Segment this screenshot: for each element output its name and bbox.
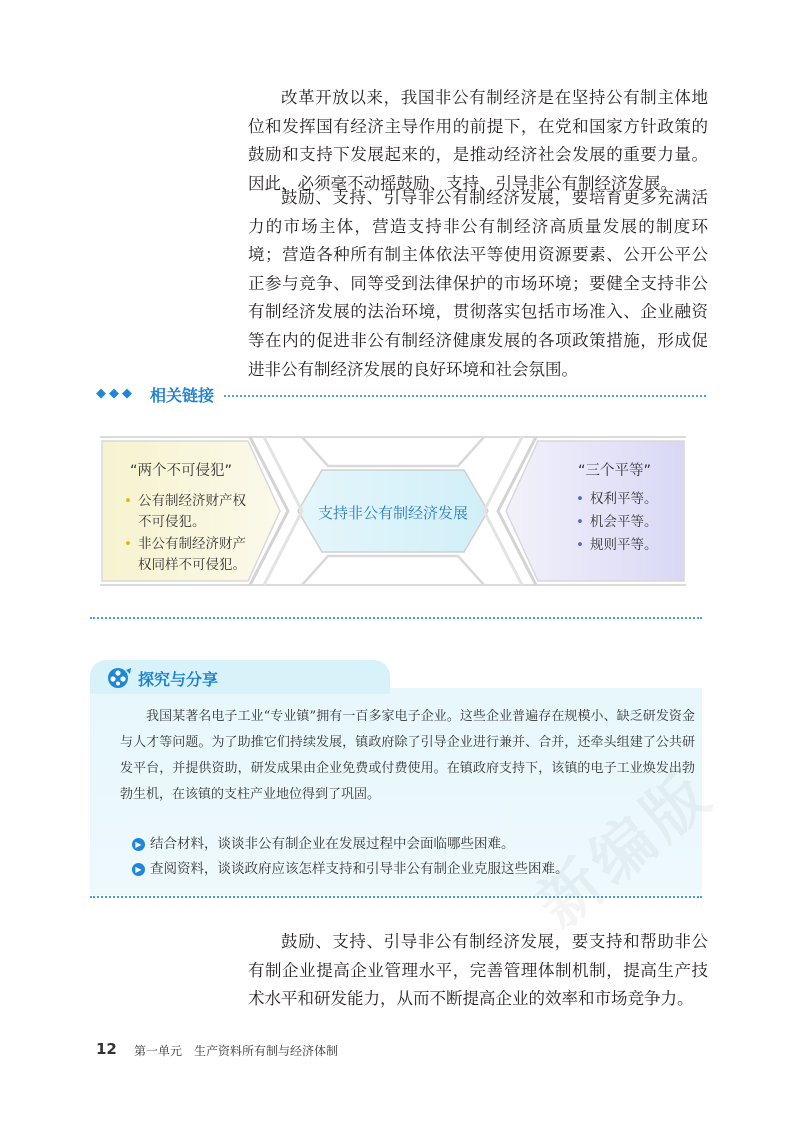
upper-connector (302, 437, 484, 466)
explore-title: 探究与分享 (138, 670, 219, 689)
dotted-divider (224, 395, 706, 397)
center-label: 支持非公有制经济发展 (317, 504, 468, 522)
left-list-item (124, 534, 259, 576)
explore-text: 我国某著名电子工业“专业镇”拥有一百多家电子企业。这些企业普遍存在规模小、缺乏研发资金与人才等问题。为了助推它们持续发展，镇政府除了引导企业进行兼并、合并，还牵头组建了公共研发平台，并提供资助，研发成果由企业免费或付费使用。在镇政府支持下，该镇的电子工业焕发出勃勃生机，在该镇的支柱产业地位得到了巩固。 (120, 709, 695, 802)
right-item-text: 机会平等。 (590, 514, 658, 530)
bullet-icon: • (576, 491, 584, 507)
right-list-item (576, 488, 658, 511)
arrow-right-icon: ▶ (132, 863, 145, 876)
right-box-title: “三个平等” (578, 463, 652, 479)
body-paragraph-1: 改革开放以来，我国非公有制经济是在坚持公有制主体地位和发挥国有经济主导作用的前提下，在党和国家方针政策的鼓励和支持下发展起来的，是推动经济社会发展的重要力量。因此，必须毫不动摇鼓励、支持、引导非公有制经济发展。 (248, 88, 708, 193)
left-box-list (124, 491, 259, 577)
left-item-text: 公有制经济财产权不可侵犯。 (138, 493, 246, 530)
bullet-icon: • (124, 536, 132, 552)
task-text: 结合材料，谈谈非公有制企业在发展过程中会面临哪些困难。 (150, 836, 515, 852)
task-text: 查阅资料，谈谈政府应该怎样支持和引导非公有制企业克服这些困难。 (150, 861, 569, 877)
task-item (132, 832, 515, 852)
related-links-diagram (100, 436, 686, 586)
lower-connector (302, 556, 484, 585)
watermark: 新编版 (523, 754, 727, 942)
diamond-markers-icon: ◆◆◆ (96, 386, 135, 401)
task-item (132, 857, 569, 877)
explore-tab-extension (290, 660, 390, 694)
body-paragraph-2: 鼓励、支持、引导非公有制经济发展，要培育更多充满活力的市场主体，营造支持非公有制经济高质量发展的制度环境；营造各种所有制主体依法平等使用资源要素、公开公平公正参与竞争、同等受到法律保护的市场环境；要健全支持非公有制经济发展的法治环境，贯彻落实包括市场准入、企业融资等在内的促进非公有制经济健康发展的各项政策措施，形成促进非公有制经济发展的良好环境和社会氛围。 (248, 188, 708, 379)
left-item-text: 非公有制经济财产权同样不可侵犯。 (138, 536, 246, 573)
right-list-item (576, 534, 658, 557)
dotted-divider (90, 617, 702, 619)
arrow-right-icon: ▶ (132, 838, 145, 851)
bullet-icon: • (576, 514, 584, 530)
related-links-title: 相关链接 (150, 386, 215, 405)
related-links-header (96, 383, 706, 409)
right-box-list (576, 488, 658, 557)
right-item-text: 规则平等。 (590, 537, 658, 553)
left-list-item (124, 491, 259, 533)
footer-unit-title: 第一单元 生产资料所有制与经济体制 (134, 1044, 339, 1058)
page-number: 12 (96, 1040, 117, 1058)
bullet-icon: • (124, 493, 132, 509)
film-reel-icon (104, 666, 132, 690)
right-list-item (576, 511, 658, 534)
bullet-icon: • (576, 537, 584, 553)
right-item-text: 权利平等。 (590, 491, 658, 507)
left-box-title: “两个不可侵犯” (130, 463, 233, 479)
body-paragraph-3: 鼓励、支持、引导非公有制经济发展，要支持和帮助非公有制企业提高企业管理水平，完善管理体制机制，提高生产技术水平和研发能力，从而不断提高企业的效率和市场竞争力。 (248, 932, 708, 1009)
